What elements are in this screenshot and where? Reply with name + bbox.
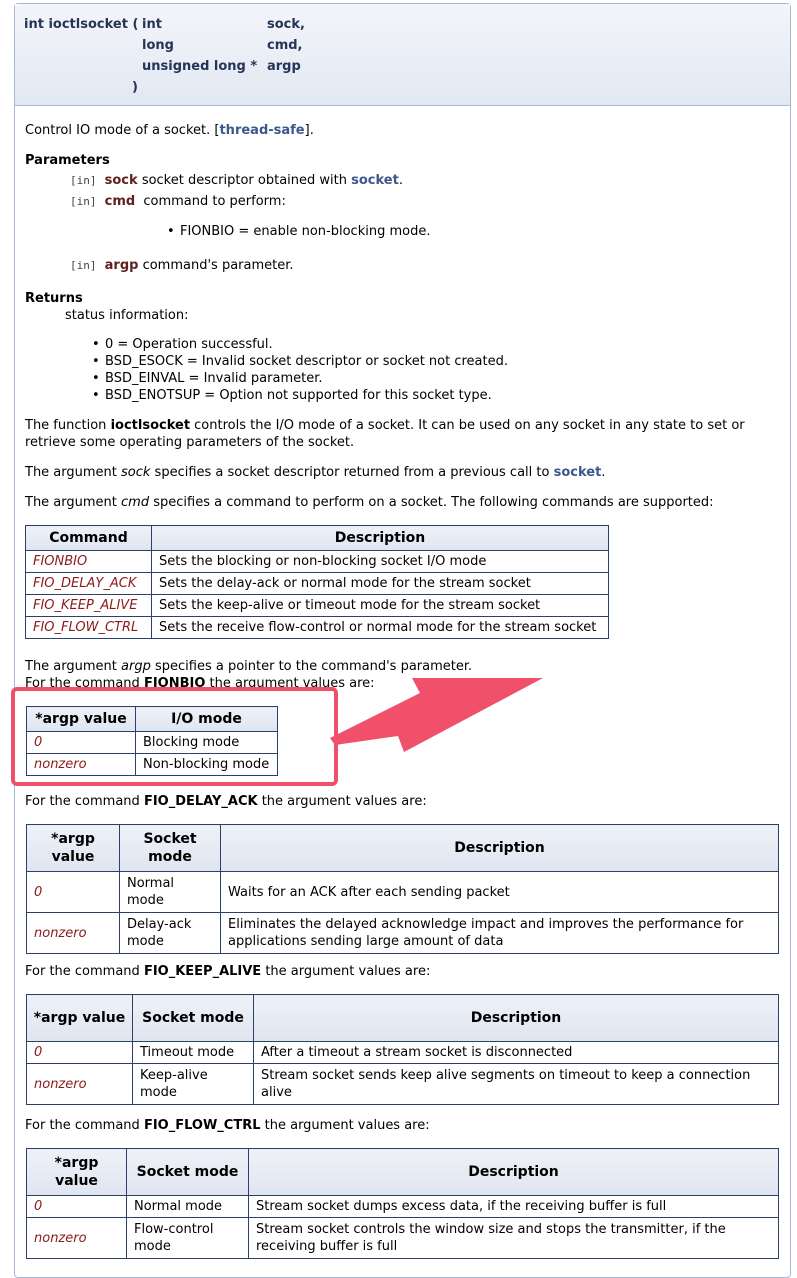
return-item: • BSD_ESOCK = Invalid socket descriptor or socket not created.: [105, 354, 508, 369]
table-cell: 0: [27, 1196, 127, 1218]
table-row: [27, 872, 779, 913]
table-cell: Waits for an ACK after each sending packet: [221, 872, 779, 913]
table-row: [27, 1196, 779, 1218]
description-paragraph-3: The argument cmd specifies a command to perform on a socket. The following commands are supported:: [25, 495, 714, 510]
return-item: • 0 = Operation successful.: [105, 337, 273, 352]
table-cell: nonzero: [27, 1064, 133, 1105]
brief-description: Control IO mode of a socket. [thread-safe].: [25, 123, 314, 138]
description-paragraph-7: For the command FIO_KEEP_ALIVE the argument values are:: [25, 964, 431, 979]
table-cell: Sets the keep-alive or timeout mode for the stream socket: [152, 595, 609, 617]
description-paragraph-6: For the command FIO_DELAY_ACK the argument values are:: [25, 794, 427, 809]
table-row: [27, 1064, 779, 1105]
table-cell: Flow-control mode: [127, 1218, 249, 1259]
table-cell: FIO_DELAY_ACK: [26, 573, 152, 595]
description-paragraph-5: For the command FIONBIO the argument values are:: [25, 676, 375, 691]
table-cell: nonzero: [27, 1218, 127, 1259]
table-cell: 0: [27, 732, 136, 754]
description-paragraph-1-line2: retrieve some operating parameters of the socket.: [25, 435, 355, 450]
table-row: [27, 913, 779, 954]
table-cell: Normal mode: [127, 1196, 249, 1218]
table-cell: Eliminates the delayed acknowledge impact and improves the performance for applications sending large amount of data: [221, 913, 779, 954]
param-row-argp: [in] argp command's parameter.: [70, 258, 294, 273]
returns-heading: Returns: [25, 291, 83, 306]
table-cell: Stream socket sends keep alive segments on timeout to keep a connection alive: [254, 1064, 779, 1105]
table-header: Description: [249, 1149, 779, 1196]
returns-intro: status information:: [65, 308, 189, 323]
table-cell: Sets the receive flow-control or normal mode for the stream socket: [152, 617, 609, 639]
description-paragraph-2: The argument sock specifies a socket descriptor returned from a previous call to socket.: [25, 465, 606, 480]
param-type-sock: int: [142, 17, 162, 32]
table-cell: Blocking mode: [136, 732, 278, 754]
table-header: Socket mode: [133, 995, 254, 1042]
param-type-cmd: long: [142, 38, 174, 53]
table-row: [27, 1218, 779, 1259]
param-type-argp: unsigned long *: [142, 59, 258, 74]
table-cell: Sets the delay-ack or normal mode for the stream socket: [152, 573, 609, 595]
table-header: Socket mode: [120, 825, 221, 872]
table-cell: Keep-alive mode: [133, 1064, 254, 1105]
param-row-cmd: [in] cmd command to perform:: [70, 194, 286, 209]
parameters-heading: Parameters: [25, 153, 110, 168]
thread-safe-link[interactable]: thread-safe: [219, 123, 305, 138]
table-cell: 0: [27, 872, 120, 913]
table-header: I/O mode: [136, 707, 278, 732]
table-header: Description: [254, 995, 779, 1042]
table-header: *argp value: [27, 707, 136, 732]
arrow-shape: [330, 678, 543, 752]
prototype-name: int ioctlsocket (: [24, 17, 139, 32]
param-name-cmd: cmd,: [267, 38, 303, 53]
param-name-argp: argp: [267, 59, 301, 74]
socket-link[interactable]: socket: [553, 465, 602, 480]
param-name-sock: sock,: [267, 17, 305, 32]
table-cell: FIO_FLOW_CTRL: [26, 617, 152, 639]
table-cell: nonzero: [27, 754, 136, 776]
description-paragraph-8: For the command FIO_FLOW_CTRL the argument values are:: [25, 1118, 430, 1133]
table-cell: FIONBIO: [26, 551, 152, 573]
table-header: Socket mode: [127, 1149, 249, 1196]
table-header: Description: [152, 526, 609, 551]
return-item: • BSD_EINVAL = Invalid parameter.: [105, 371, 323, 386]
param-row-sock: [in] sock socket descriptor obtained with socket.: [70, 173, 403, 188]
flow-ctrl-table: [26, 1148, 779, 1259]
table-header: *argp value: [27, 1149, 127, 1196]
table-cell: 0: [27, 1042, 133, 1064]
table-cell: nonzero: [27, 913, 120, 954]
table-cell: FIO_KEEP_ALIVE: [26, 595, 152, 617]
description-paragraph-4: The argument argp specifies a pointer to the command's parameter.: [25, 659, 473, 674]
description-paragraph-1: The function ioctlsocket controls the I/O mode of a socket. It can be used on any socket in any state to set or: [25, 418, 745, 433]
table-header: Description: [221, 825, 779, 872]
table-cell: Timeout mode: [133, 1042, 254, 1064]
table-cell: Non-blocking mode: [136, 754, 278, 776]
socket-link[interactable]: socket: [351, 173, 399, 188]
prototype-close-paren: ): [132, 80, 138, 95]
table-header: *argp value: [27, 825, 120, 872]
table-cell: After a timeout a stream socket is disconnected: [254, 1042, 779, 1064]
return-item: • BSD_ENOTSUP = Option not supported for this socket type.: [105, 388, 492, 403]
table-cell: Stream socket controls the window size and stops the transmitter, if the receiving buffer is full: [249, 1218, 779, 1259]
cmd-bullet-item: • FIONBIO = enable non-blocking mode.: [180, 224, 430, 239]
table-cell: Normal mode: [120, 872, 221, 913]
table-cell: Stream socket dumps excess data, if the receiving buffer is full: [249, 1196, 779, 1218]
table-header: *argp value: [27, 995, 133, 1042]
keep-alive-table: [26, 994, 779, 1105]
table-cell: Sets the blocking or non-blocking socket I/O mode: [152, 551, 609, 573]
table-cell: Delay-ack mode: [120, 913, 221, 954]
table-header: Command: [26, 526, 152, 551]
delay-ack-table: [26, 824, 779, 954]
table-row: [27, 1042, 779, 1064]
